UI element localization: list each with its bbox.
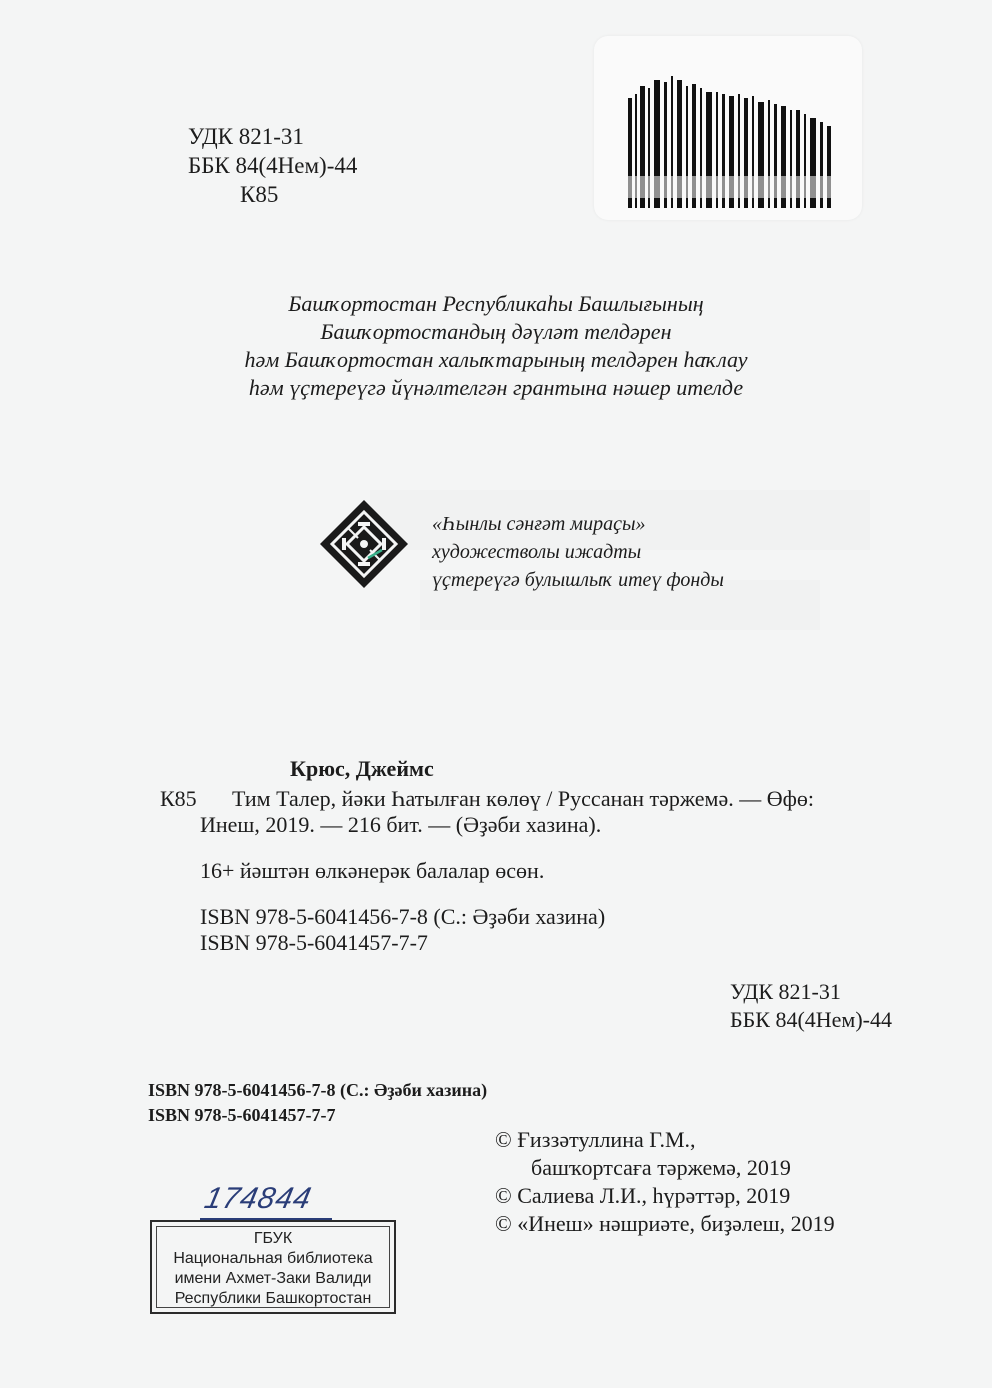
bbk-code: ББК 84(4Нем)-44 — [188, 153, 358, 178]
title-text: Тим Талер, йәки Һатылған көлөү / Руссанан тәржемә. — Өфө: — [232, 786, 814, 811]
copyright-translator: © Ғиззәтуллина Г.М., — [495, 1127, 696, 1152]
library-stamp — [150, 1220, 396, 1314]
author-mark: К85 — [240, 182, 279, 207]
inventory-number: 174844 — [201, 1182, 315, 1215]
grant-line-1: Башҡортостан Республикаһы Башлығының — [288, 291, 704, 316]
isbn-line-1: ISBN 978-5-6041456-7-8 (С.: Әҙәби хазина) — [200, 904, 606, 929]
bold-isbn-1: ISBN 978-5-6041456-7-8 (С.: Әҙәби хазина) — [148, 1080, 488, 1100]
record-udk: УДК 821-31 — [730, 979, 841, 1004]
stamp-line-3: имени Ахмет-Заки Валиди — [174, 1270, 372, 1287]
diamond-ornament-icon — [318, 498, 410, 590]
fund-line-2: художестволы ижадты — [432, 541, 642, 563]
fund-line-3: үҫтереүгә булышлыҡ итеү фонды — [432, 569, 724, 591]
record-classification — [730, 978, 892, 1034]
grant-statement — [0, 290, 992, 402]
publisher-text: Инеш, 2019. — 216 бит. — (Әҙәби хазина). — [200, 812, 602, 837]
record-author-mark: К85 — [160, 786, 197, 811]
title-line — [232, 786, 814, 812]
publisher-line — [200, 812, 601, 838]
copyright-translator-role: башҡортсаға тәржемә, 2019 — [531, 1155, 791, 1180]
copyright-publisher: © «Инеш» нәшриәте, биҙәлеш, 2019 — [495, 1211, 835, 1236]
fund-line-1: «Һынлы сәнғәт мираҫы» — [432, 513, 646, 535]
age-rating: 16+ йәштән өлкәнерәк балалар өсөн. — [200, 858, 545, 883]
copyright-block — [495, 1126, 835, 1238]
bold-isbn-2: ISBN 978-5-6041457-7-7 — [148, 1105, 336, 1125]
bold-isbn-block — [148, 1078, 487, 1128]
grant-line-4: һәм үҫтереүгә йүнәлтелгән грантына нәшер ителде — [248, 375, 744, 400]
fund-name — [432, 510, 724, 594]
record-bbk: ББК 84(4Нем)-44 — [730, 1007, 892, 1032]
barcode-icon — [594, 36, 862, 220]
stamp-line-1: ГБУК — [253, 1230, 293, 1247]
isbn-line-2: ISBN 978-5-6041457-7-7 — [200, 930, 428, 955]
grant-line-2: Башҡортостандың дәүләт телдәрен — [320, 319, 672, 344]
top-classification — [188, 122, 357, 209]
copyright-illustrator: © Салиева Л.И., һүрәттәр, 2019 — [495, 1183, 791, 1208]
stamp-line-4: Республики Башкортостан — [174, 1290, 372, 1307]
barcode-sticker — [594, 36, 862, 220]
stamp-line-2: Национальная библиотека — [173, 1250, 373, 1267]
author-name: Крюс, Джеймс — [290, 756, 434, 781]
grant-line-3: һәм Башҡортостан халыҡтарының телдәрен һаҡлау — [244, 347, 748, 372]
udk-code: УДК 821-31 — [188, 124, 304, 149]
